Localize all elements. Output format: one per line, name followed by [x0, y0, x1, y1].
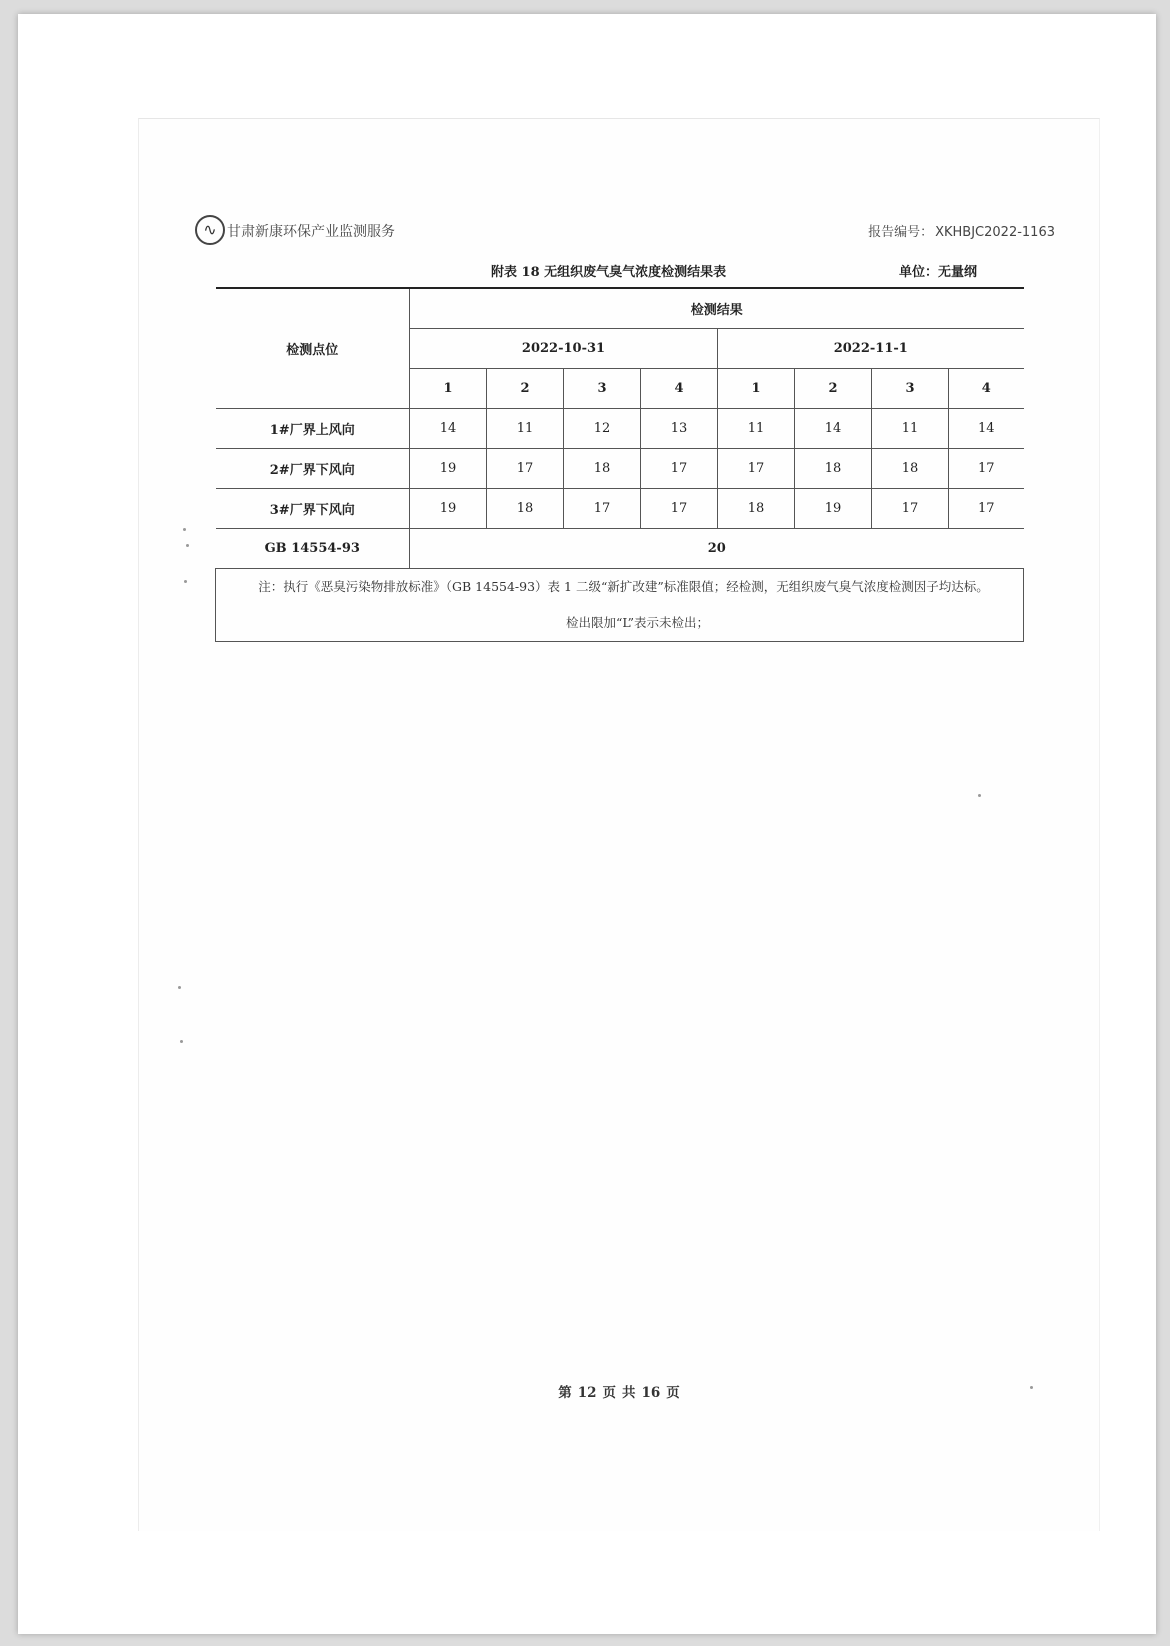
- cell-value: 18: [487, 489, 564, 529]
- standard-limit: 20: [410, 529, 1024, 569]
- sample-no: 1: [410, 369, 487, 409]
- scanned-page: [138, 118, 1100, 1531]
- scan-speck: [978, 794, 981, 797]
- page-number-total-label: 共: [622, 1385, 636, 1401]
- standard-row: [216, 529, 1024, 569]
- table-row: [216, 409, 1024, 449]
- document-page: [18, 14, 1156, 1634]
- report-number: [866, 221, 1055, 240]
- total-pages: 16: [641, 1385, 661, 1401]
- cell-value: 19: [410, 449, 487, 489]
- cell-value: 18: [795, 449, 872, 489]
- results-table: [215, 287, 1024, 642]
- cell-value: 13: [641, 409, 718, 449]
- cell-value: 17: [641, 449, 718, 489]
- point-name: 3#厂界下风向: [216, 489, 410, 529]
- report-number-label: 报告编号：: [868, 225, 934, 240]
- standard-name: GB 14554-93: [216, 529, 410, 569]
- note-cell: [216, 569, 1024, 642]
- scan-speck: [184, 580, 187, 583]
- sample-no: 2: [487, 369, 564, 409]
- report-number-value: XKHBJC2022-1163: [935, 225, 1055, 240]
- results-header: 检测结果: [410, 288, 1024, 329]
- scan-speck: [178, 986, 181, 989]
- scan-speck: [180, 1040, 183, 1043]
- company-name: 甘肃新康环保产业监测服务: [227, 224, 395, 240]
- cell-value: 11: [872, 409, 949, 449]
- sample-no: 4: [641, 369, 718, 409]
- scan-speck: [186, 544, 189, 547]
- note-row: [216, 569, 1024, 642]
- cell-value: 14: [949, 409, 1024, 449]
- page-number: [139, 1381, 1099, 1401]
- table-row: [216, 449, 1024, 489]
- page-number-unit-2: 页: [666, 1385, 680, 1401]
- sample-no: 3: [872, 369, 949, 409]
- note-line-2: 检出限加“L”表示未检出；: [565, 615, 710, 630]
- point-name: 1#厂界上风向: [216, 409, 410, 449]
- sample-no: 2: [795, 369, 872, 409]
- cell-value: 19: [410, 489, 487, 529]
- page-number-prefix: 第: [558, 1385, 572, 1401]
- page-number-unit: 页: [602, 1385, 616, 1401]
- cell-value: 18: [718, 489, 795, 529]
- table-caption: 附表 18 无组织废气臭气浓度检测结果表: [491, 265, 727, 280]
- table-note: [216, 569, 1023, 641]
- cell-value: 14: [410, 409, 487, 449]
- scan-speck: [1030, 1386, 1033, 1389]
- cell-value: 17: [641, 489, 718, 529]
- point-name: 2#厂界下风向: [216, 449, 410, 489]
- cell-value: 14: [795, 409, 872, 449]
- cell-value: 17: [949, 489, 1024, 529]
- scan-speck: [183, 528, 186, 531]
- cell-value: 17: [487, 449, 564, 489]
- cell-value: 12: [564, 409, 641, 449]
- cell-value: 11: [718, 409, 795, 449]
- sample-no: 4: [949, 369, 1024, 409]
- cell-value: 17: [872, 489, 949, 529]
- cell-value: 18: [872, 449, 949, 489]
- point-header: 检测点位: [216, 288, 410, 409]
- table-unit: 单位：无量纲: [899, 265, 978, 280]
- company-logo-icon: ∿: [195, 215, 225, 245]
- date-header-1: 2022-10-31: [410, 329, 718, 369]
- current-page: 12: [577, 1385, 597, 1401]
- cell-value: 17: [949, 449, 1024, 489]
- cell-value: 17: [564, 489, 641, 529]
- cell-value: 19: [795, 489, 872, 529]
- page-header: [195, 211, 1055, 251]
- sample-no: 1: [718, 369, 795, 409]
- table-row: [216, 489, 1024, 529]
- cell-value: 17: [718, 449, 795, 489]
- cell-value: 18: [564, 449, 641, 489]
- note-line-1: 注：执行《恶臭污染物排放标准》（GB 14554-93）表 1 二级“新扩改建”标准限值；经检测，无组织废气臭气浓度检测因子均达标。: [258, 579, 989, 594]
- cell-value: 11: [487, 409, 564, 449]
- date-header-2: 2022-11-1: [718, 329, 1024, 369]
- sample-no: 3: [564, 369, 641, 409]
